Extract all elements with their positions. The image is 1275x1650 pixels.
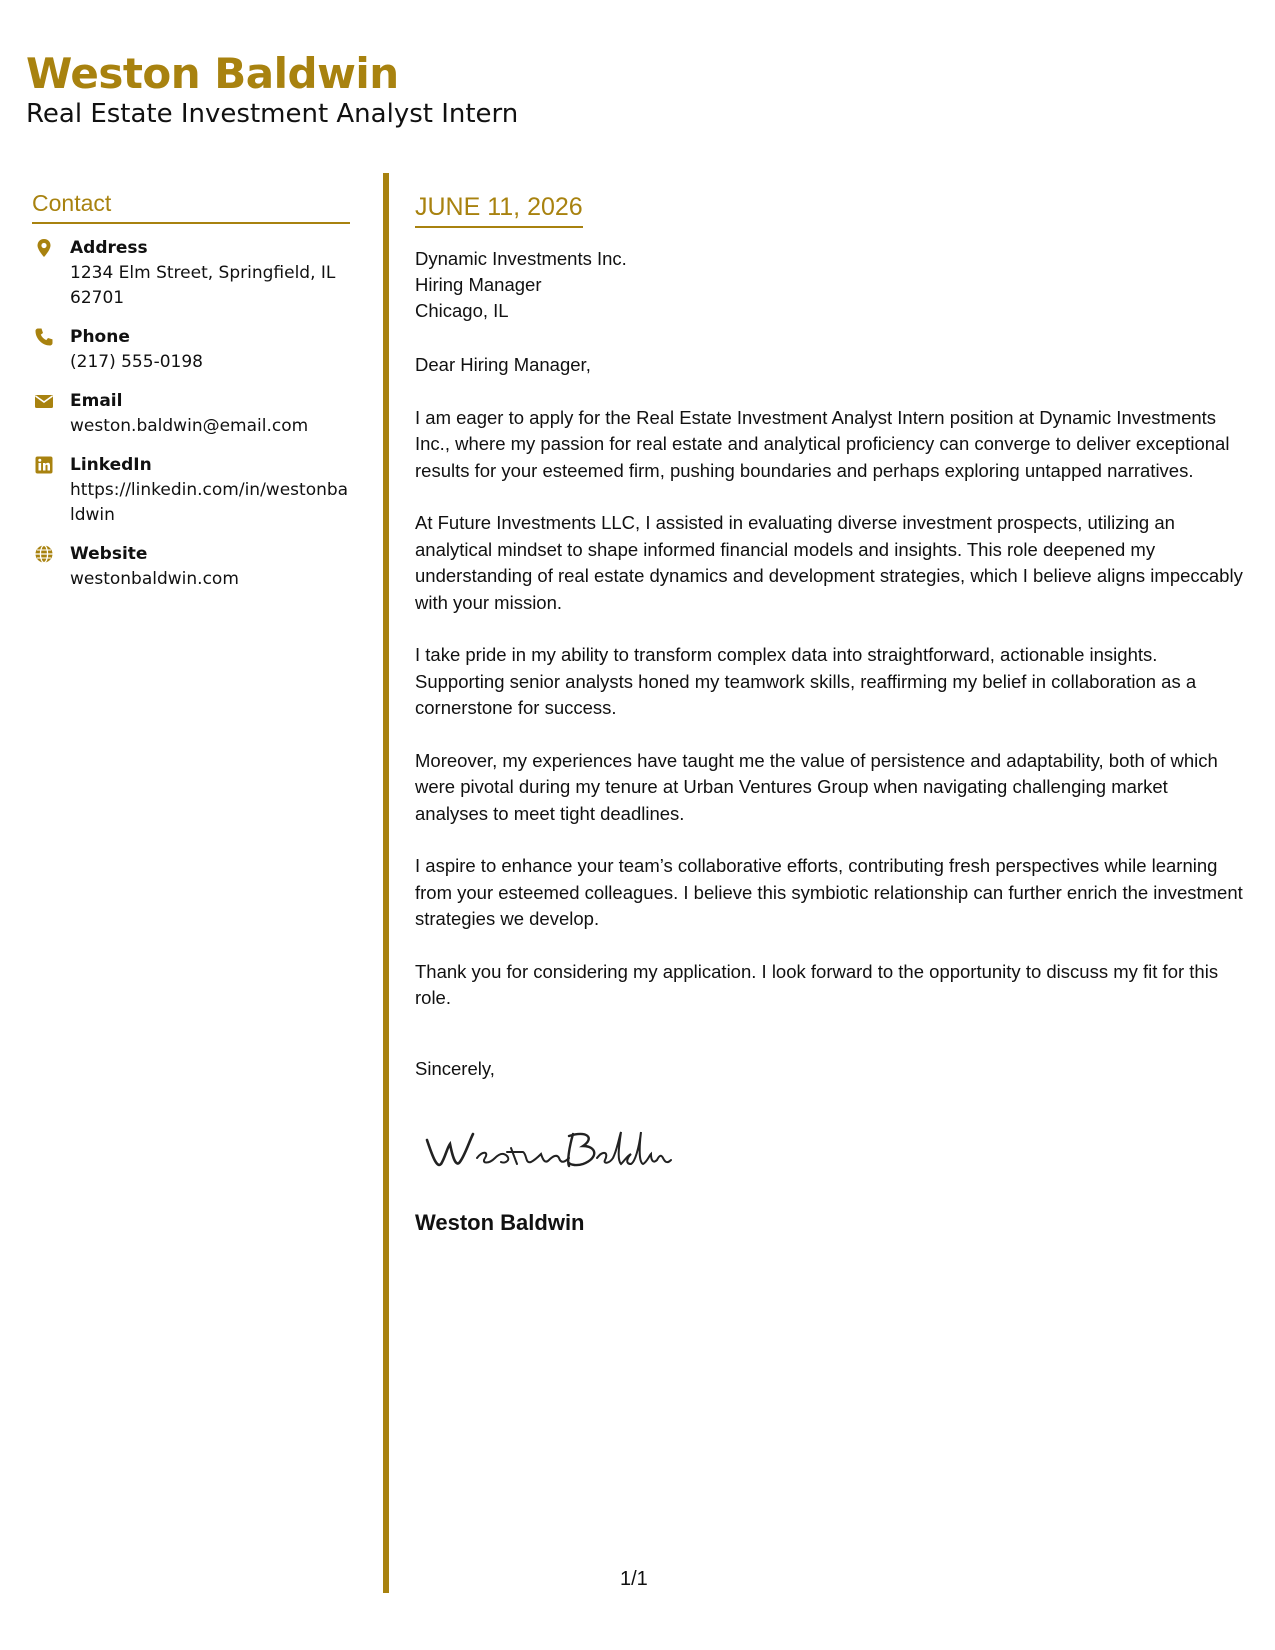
recipient-role: Hiring Manager (415, 274, 542, 295)
recipient-block (415, 246, 1245, 324)
contact-label: Website (70, 544, 148, 564)
contact-email (32, 389, 350, 439)
contact-value: (217) 555-0198 (70, 352, 203, 372)
page-number: 1/1 (620, 1568, 648, 1590)
closing: Sincerely, (415, 1057, 495, 1079)
envelope-icon (34, 391, 54, 411)
contact-address (32, 236, 350, 311)
contact-label: Address (70, 238, 148, 258)
letter-paragraph: I am eager to apply for the Real Estate Investment Analyst Intern position at Dynamic Investments Inc., where my passion for real estate and analytical proficiency can converge to deliver exceptional results for your esteemed firm, pushing boundaries and perhaps exploring untapped narratives. (415, 406, 1230, 481)
letter-header (26, 48, 518, 130)
phone-icon (34, 327, 54, 347)
handwritten-signature (419, 1118, 679, 1178)
contact-label: Email (70, 391, 123, 411)
contact-label: LinkedIn (70, 455, 152, 475)
letter-date: JUNE 11, 2026 (415, 190, 583, 228)
contact-sidebar (32, 188, 350, 606)
letter-paragraph: Moreover, my experiences have taught me the value of persistence and adaptability, both of which were pivotal during my tenure at Urban Ventures Group when navigating challenging market analyses to meet tight deadlines. (415, 749, 1218, 824)
letter-paragraph: Thank you for considering my application. I look forward to the opportunity to discuss my fit for this role. (415, 960, 1219, 1008)
linkedin-icon (34, 455, 54, 475)
contact-value: 1234 Elm Street, Springfield, IL 62701 (70, 263, 336, 308)
contact-linkedin (32, 453, 350, 528)
contact-phone (32, 325, 350, 375)
recipient-company: Dynamic Investments Inc. (415, 248, 627, 269)
contact-value[interactable]: westonbaldwin.com (70, 569, 239, 589)
letter-paragraph: I take pride in my ability to transform complex data into straightforward, actionable insights. Supporting senior analysts honed my teamwork skills, reaffirming my belief in collaboration as a cornerstone for success. (415, 644, 1197, 718)
salutation: Dear Hiring Manager, (415, 354, 591, 375)
letter-body (415, 190, 1245, 1236)
contact-website (32, 542, 350, 592)
globe-icon (34, 544, 54, 564)
applicant-name: Weston Baldwin (26, 49, 399, 98)
letter-paragraph: I aspire to enhance your team’s collaborative efforts, contributing fresh perspectives while learning from your esteemed colleagues. I believe this symbiotic relationship can further enrich the investment strategies we develop. (415, 855, 1243, 929)
contact-value[interactable]: https://linkedin.com/in/westonbaldwin (70, 480, 349, 525)
contact-value: weston.baldwin@email.com (70, 416, 309, 436)
letter-paragraph: At Future Investments LLC, I assisted in evaluating diverse investment prospects, utilizing an analytical mindset to shape informed financial models and insights. This role deepened my understanding of real estate dynamics and development strategies, which I believe aligns impeccably with your mission. (415, 512, 1243, 613)
map-pin-icon (34, 238, 54, 258)
job-title: Real Estate Investment Analyst Intern (26, 99, 519, 129)
vertical-divider (383, 173, 389, 1593)
contact-heading: Contact (32, 188, 350, 224)
recipient-location: Chicago, IL (415, 300, 509, 321)
signed-name: Weston Baldwin (415, 1209, 585, 1235)
contact-label: Phone (70, 327, 130, 347)
